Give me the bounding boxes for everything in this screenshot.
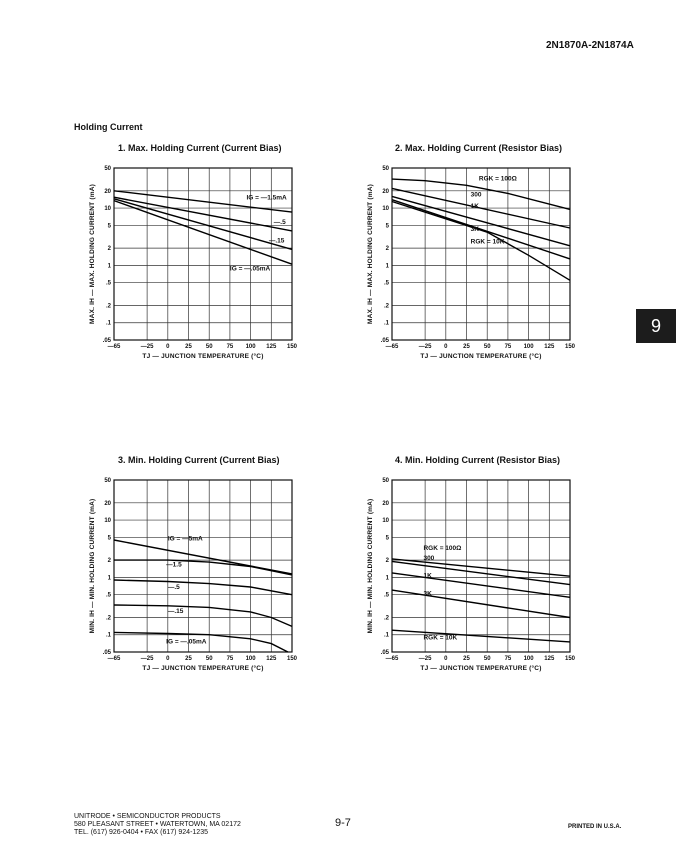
x-tick-label: —65 (107, 656, 121, 662)
x-axis-label: TJ — JUNCTION TEMPERATURE (°C) (142, 665, 264, 672)
x-tick-label: 75 (504, 344, 512, 350)
x-tick-label: 125 (544, 656, 555, 662)
printed-in-usa: PRINTED IN U.S.A. (568, 824, 622, 830)
plot-frame (392, 480, 570, 652)
footer-company: UNITRODE • SEMICONDUCTOR PRODUCTS (74, 813, 221, 820)
y-tick-label: .2 (383, 615, 389, 622)
x-tick-label: 0 (444, 344, 448, 350)
x-tick-label: —25 (418, 656, 432, 662)
y-tick-label: 1 (107, 575, 111, 582)
section-tab[interactable]: 9 (636, 309, 676, 343)
y-tick-label: 10 (104, 206, 111, 213)
y-tick-label: 2 (107, 246, 111, 253)
curve-annotation: 1K (470, 203, 479, 211)
x-tick-label: —25 (140, 656, 154, 662)
series-curve (114, 560, 292, 575)
x-tick-label: 25 (185, 656, 192, 662)
chart-3-min-holding-current-current-bias (84, 474, 300, 674)
x-tick-label: —65 (107, 344, 121, 350)
x-axis-label: TJ — JUNCTION TEMPERATURE (°C) (420, 353, 542, 360)
section-title: Holding Current (74, 122, 143, 132)
y-tick-label: 20 (382, 188, 389, 195)
curve-annotation: 300 (423, 555, 435, 563)
y-axis-label: MIN. IH — MIN. HOLDING CURRENT (mA) (89, 498, 96, 634)
y-tick-label: 10 (382, 206, 389, 213)
y-tick-label: .2 (105, 303, 111, 310)
x-tick-label: 0 (166, 344, 170, 350)
plot-frame (114, 480, 292, 652)
y-tick-label: .1 (105, 632, 111, 639)
curve-annotation: IG = —.05mA (229, 265, 271, 273)
y-tick-label: 5 (385, 535, 389, 542)
y-tick-label: 2 (385, 558, 389, 565)
x-tick-label: 50 (205, 656, 213, 662)
y-tick-label: .5 (383, 280, 389, 287)
y-tick-label: 50 (382, 166, 389, 172)
y-tick-label: 1 (385, 575, 389, 582)
y-tick-label: 50 (104, 478, 111, 484)
curve-annotation: 1K (423, 572, 432, 580)
y-tick-label: 20 (104, 188, 111, 195)
series-curve (114, 199, 292, 250)
y-tick-label: 1 (385, 263, 389, 270)
x-tick-label: 75 (226, 344, 234, 350)
x-tick-label: 100 (245, 344, 256, 350)
x-axis-label: TJ — JUNCTION TEMPERATURE (°C) (142, 353, 264, 360)
y-tick-label: 10 (382, 518, 389, 525)
x-tick-label: —25 (418, 344, 432, 350)
x-tick-label: 25 (463, 344, 470, 350)
chart-2-title: 2. Max. Holding Current (Resistor Bias) (395, 143, 563, 153)
x-tick-label: —65 (385, 656, 399, 662)
chart-4-title: 4. Min. Holding Current (Resistor Bias) (395, 455, 561, 465)
y-axis-label: MIN. IH — MIN. HOLDING CURRENT (mA) (367, 498, 374, 634)
x-tick-label: 25 (463, 656, 470, 662)
x-tick-label: 50 (483, 344, 491, 350)
curve-annotation: —1.5 (166, 561, 182, 569)
y-axis-label: MAX. IH — MAX. HOLDING CURRENT (mA) (367, 184, 374, 324)
x-tick-label: 125 (544, 344, 555, 350)
y-tick-label: 5 (107, 223, 111, 230)
x-tick-label: 150 (564, 656, 576, 662)
y-tick-label: .5 (105, 280, 111, 287)
x-tick-label: —65 (385, 344, 399, 350)
curve-annotation: 3K (423, 590, 432, 598)
y-tick-label: .05 (380, 650, 389, 656)
y-tick-label: 2 (107, 558, 111, 565)
y-tick-label: .05 (102, 338, 111, 344)
y-tick-label: .2 (383, 303, 389, 310)
footer-address-block (74, 813, 241, 837)
curve-annotation: IG = —5mA (167, 535, 203, 543)
chart-2-max-holding-current-resistor-bias (362, 162, 578, 362)
x-tick-label: 0 (166, 656, 170, 662)
x-tick-label: 150 (286, 344, 298, 350)
y-tick-label: .1 (383, 320, 389, 327)
page-number: 9-7 (335, 817, 351, 829)
y-tick-label: 2 (385, 246, 389, 253)
x-tick-label: 50 (205, 344, 213, 350)
series-curve (392, 630, 570, 642)
y-tick-label: .5 (383, 592, 389, 599)
y-tick-label: .1 (105, 320, 111, 327)
series-curve (114, 194, 292, 231)
y-tick-label: 50 (104, 166, 111, 172)
x-axis-label: TJ — JUNCTION TEMPERATURE (°C) (420, 665, 542, 672)
y-tick-label: .2 (105, 615, 111, 622)
x-tick-label: 100 (523, 344, 534, 350)
y-axis-label: MAX. IH — MAX. HOLDING CURRENT (mA) (89, 184, 96, 324)
y-tick-label: .5 (105, 592, 111, 599)
y-tick-label: .1 (383, 632, 389, 639)
series-curve (114, 605, 292, 626)
curve-annotation: RGK = 100Ω (423, 545, 462, 553)
chart-3-title: 3. Min. Holding Current (Current Bias) (118, 455, 280, 465)
y-tick-label: 20 (382, 500, 389, 507)
x-tick-label: 25 (185, 344, 192, 350)
curve-annotation: IG = —1.5mA (246, 194, 287, 202)
x-tick-label: 125 (266, 344, 277, 350)
x-tick-label: 50 (483, 656, 491, 662)
y-tick-label: 5 (385, 223, 389, 230)
footer-phone: TEL. (617) 926-0404 • FAX (617) 924-1235 (74, 829, 208, 836)
x-tick-label: 125 (266, 656, 277, 662)
curve-annotation: IG = —.05mA (166, 638, 207, 646)
x-tick-label: 150 (286, 656, 298, 662)
curve-annotation: RGK = 10K (423, 634, 458, 642)
x-tick-label: 75 (226, 656, 234, 662)
series-curve (114, 201, 292, 265)
series-curve (114, 580, 292, 595)
y-tick-label: 5 (107, 535, 111, 542)
y-tick-label: 20 (104, 500, 111, 507)
y-tick-label: .05 (102, 650, 111, 656)
y-tick-label: 10 (104, 518, 111, 525)
curve-annotation: RGK = 10K (470, 238, 505, 246)
x-tick-label: 100 (245, 656, 256, 662)
chart-1-max-holding-current-current-bias (84, 162, 300, 362)
curve-annotation: —.15 (167, 607, 184, 615)
curve-annotation: —.5 (273, 218, 286, 226)
x-tick-label: —25 (140, 344, 154, 350)
x-tick-label: 150 (564, 344, 576, 350)
curve-annotation: RGK = 100Ω (478, 175, 517, 183)
curve-annotation: 3K (470, 225, 479, 233)
y-tick-label: 1 (107, 263, 111, 270)
chart-4-min-holding-current-resistor-bias (362, 474, 578, 674)
y-tick-label: .05 (380, 338, 389, 344)
curve-annotation: —.5 (167, 583, 180, 591)
curve-annotation: —.15 (268, 237, 285, 245)
curve-annotation: 300 (470, 191, 482, 199)
footer-address: 580 PLEASANT STREET • WATERTOWN, MA 02172 (74, 821, 241, 828)
chart-1-title: 1. Max. Holding Current (Current Bias) (118, 143, 282, 153)
x-tick-label: 0 (444, 656, 448, 662)
x-tick-label: 75 (504, 656, 512, 662)
y-tick-label: 50 (382, 478, 389, 484)
x-tick-label: 100 (523, 656, 534, 662)
part-number-header: 2N1870A-2N1874A (546, 40, 634, 51)
